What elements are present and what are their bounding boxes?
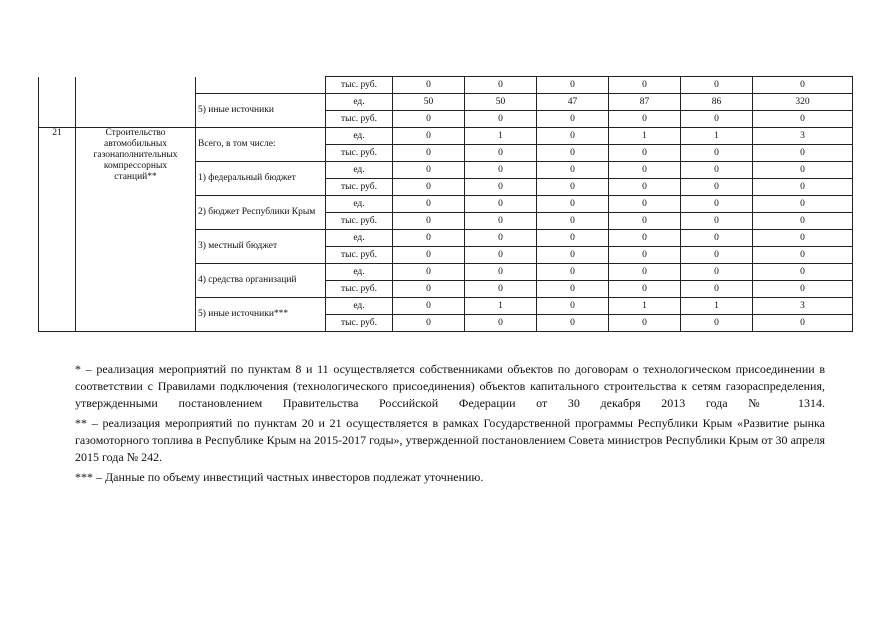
value-cell: 0 [465, 264, 537, 281]
unit-cell: ед. [326, 94, 393, 111]
unit-cell: тыс. руб. [326, 281, 393, 298]
value-cell: 0 [393, 230, 465, 247]
value-cell: 1 [681, 298, 753, 315]
value-cell: 0 [537, 196, 609, 213]
source-cell: 5) иные источники [196, 94, 326, 128]
source-cell: 2) бюджет Республики Крым [196, 196, 326, 230]
investment-table [38, 76, 853, 332]
unit-cell: ед. [326, 128, 393, 145]
value-cell: 0 [393, 247, 465, 264]
value-cell: 0 [609, 145, 681, 162]
value-cell: 0 [465, 196, 537, 213]
value-cell: 0 [537, 247, 609, 264]
value-cell: 0 [753, 145, 853, 162]
value-cell: 0 [753, 247, 853, 264]
item-name-line: компрессорных [103, 160, 168, 171]
value-cell: 0 [609, 196, 681, 213]
unit-cell: тыс. руб. [326, 111, 393, 128]
value-cell: 0 [465, 162, 537, 179]
source-cell: 3) местный бюджет [196, 230, 326, 264]
value-cell: 0 [537, 145, 609, 162]
source-cell: 1) федеральный бюджет [196, 162, 326, 196]
value-cell: 0 [465, 111, 537, 128]
value-cell: 0 [393, 179, 465, 196]
value-cell: 87 [609, 94, 681, 111]
value-cell: 0 [537, 179, 609, 196]
value-cell: 0 [537, 128, 609, 145]
value-cell: 1 [465, 128, 537, 145]
value-cell: 0 [465, 213, 537, 230]
value-cell: 0 [609, 247, 681, 264]
value-cell: 0 [609, 162, 681, 179]
unit-cell: тыс. руб. [326, 77, 393, 94]
value-cell: 0 [681, 162, 753, 179]
value-cell: 0 [609, 77, 681, 94]
value-cell: 320 [753, 94, 853, 111]
value-cell: 1 [681, 128, 753, 145]
unit-cell: ед. [326, 196, 393, 213]
value-cell: 0 [393, 196, 465, 213]
value-cell: 0 [609, 281, 681, 298]
unit-cell: тыс. руб. [326, 247, 393, 264]
value-cell: 0 [393, 264, 465, 281]
value-cell: 0 [681, 77, 753, 94]
value-cell: 0 [681, 213, 753, 230]
value-cell: 0 [681, 315, 753, 332]
value-cell: 47 [537, 94, 609, 111]
value-cell: 0 [537, 298, 609, 315]
value-cell: 0 [393, 145, 465, 162]
unit-cell: ед. [326, 230, 393, 247]
value-cell: 0 [393, 128, 465, 145]
unit-cell: ед. [326, 162, 393, 179]
value-cell: 0 [753, 315, 853, 332]
value-cell: 1 [609, 128, 681, 145]
value-cell: 0 [393, 281, 465, 298]
value-cell: 0 [609, 230, 681, 247]
value-cell: 0 [537, 77, 609, 94]
value-cell: 0 [537, 281, 609, 298]
footnote-2: ** – реализация мероприятий по пунктам 20 и 21 осуществляется в рамках Государственной программы Республики Крым «Развитие рынка газомоторного топлива в Республике Крым на 2015-2017 годы», утвержденной постановлением Совета министров Республики Крым от 30 апреля 2015 года № 242. [75, 416, 825, 464]
value-cell: 0 [753, 111, 853, 128]
value-cell: 50 [393, 94, 465, 111]
value-cell: 0 [681, 281, 753, 298]
value-cell: 0 [393, 315, 465, 332]
value-cell: 0 [393, 77, 465, 94]
value-cell: 0 [537, 264, 609, 281]
value-cell: 0 [753, 281, 853, 298]
value-cell: 0 [681, 264, 753, 281]
value-cell: 0 [465, 247, 537, 264]
value-cell: 50 [465, 94, 537, 111]
value-cell: 0 [609, 264, 681, 281]
table-row [39, 77, 853, 94]
value-cell: 0 [537, 315, 609, 332]
value-cell: 0 [609, 315, 681, 332]
value-cell: 0 [753, 264, 853, 281]
unit-cell: тыс. руб. [326, 145, 393, 162]
value-cell: 1 [465, 298, 537, 315]
item-name-line: станций** [114, 171, 157, 182]
value-cell: 0 [537, 162, 609, 179]
value-cell: 0 [681, 230, 753, 247]
source-cell [196, 77, 326, 94]
value-cell: 0 [465, 281, 537, 298]
value-cell: 0 [681, 196, 753, 213]
item-number: 21 [39, 128, 76, 332]
value-cell: 0 [753, 77, 853, 94]
num-cell [39, 77, 76, 128]
value-cell: 3 [753, 128, 853, 145]
item-name-line: газонаполнительных [93, 149, 178, 160]
footnotes [75, 361, 825, 489]
investment-table-page [38, 76, 840, 332]
unit-cell: тыс. руб. [326, 213, 393, 230]
value-cell: 0 [753, 162, 853, 179]
item-name-line: автомобильных [103, 138, 168, 149]
source-cell: Всего, в том числе: [196, 128, 326, 162]
value-cell: 0 [609, 213, 681, 230]
item-name [76, 128, 196, 332]
value-cell: 0 [753, 196, 853, 213]
source-cell: 5) иные источники*** [196, 298, 326, 332]
unit-cell: ед. [326, 298, 393, 315]
unit-cell: тыс. руб. [326, 315, 393, 332]
value-cell: 0 [465, 145, 537, 162]
value-cell: 0 [609, 179, 681, 196]
value-cell: 0 [393, 162, 465, 179]
source-cell: 4) средства организаций [196, 264, 326, 298]
value-cell: 86 [681, 94, 753, 111]
value-cell: 1 [609, 298, 681, 315]
table-row [39, 128, 853, 145]
footnote-3: *** – Данные по объему инвестиций частных инвесторов подлежат уточнению. [75, 470, 484, 484]
value-cell: 0 [465, 77, 537, 94]
value-cell: 0 [681, 179, 753, 196]
value-cell: 0 [465, 315, 537, 332]
value-cell: 0 [393, 111, 465, 128]
value-cell: 0 [393, 298, 465, 315]
value-cell: 0 [681, 111, 753, 128]
value-cell: 0 [681, 145, 753, 162]
value-cell: 0 [465, 179, 537, 196]
value-cell: 3 [753, 298, 853, 315]
footnote-1: * – реализация мероприятий по пунктам 8 и 11 осуществляется собственниками объектов по договорам о технологическом присоединении в соответствии с Правилами подключения (технологического присоединения) объектов капитального строительства к сетям газораспределения, утвержденными постановлением Правительства Российской Федерации от 30 декабря 2013 года № 1314. [75, 362, 825, 410]
value-cell: 0 [753, 230, 853, 247]
value-cell: 0 [537, 230, 609, 247]
table-body [39, 77, 853, 332]
value-cell: 0 [681, 247, 753, 264]
value-cell: 0 [753, 179, 853, 196]
unit-cell: тыс. руб. [326, 179, 393, 196]
value-cell: 0 [537, 111, 609, 128]
unit-cell: ед. [326, 264, 393, 281]
name-cell [76, 77, 196, 128]
value-cell: 0 [465, 230, 537, 247]
value-cell: 0 [537, 213, 609, 230]
value-cell: 0 [609, 111, 681, 128]
value-cell: 0 [753, 213, 853, 230]
value-cell: 0 [393, 213, 465, 230]
item-name-line: Строительство [105, 128, 166, 138]
